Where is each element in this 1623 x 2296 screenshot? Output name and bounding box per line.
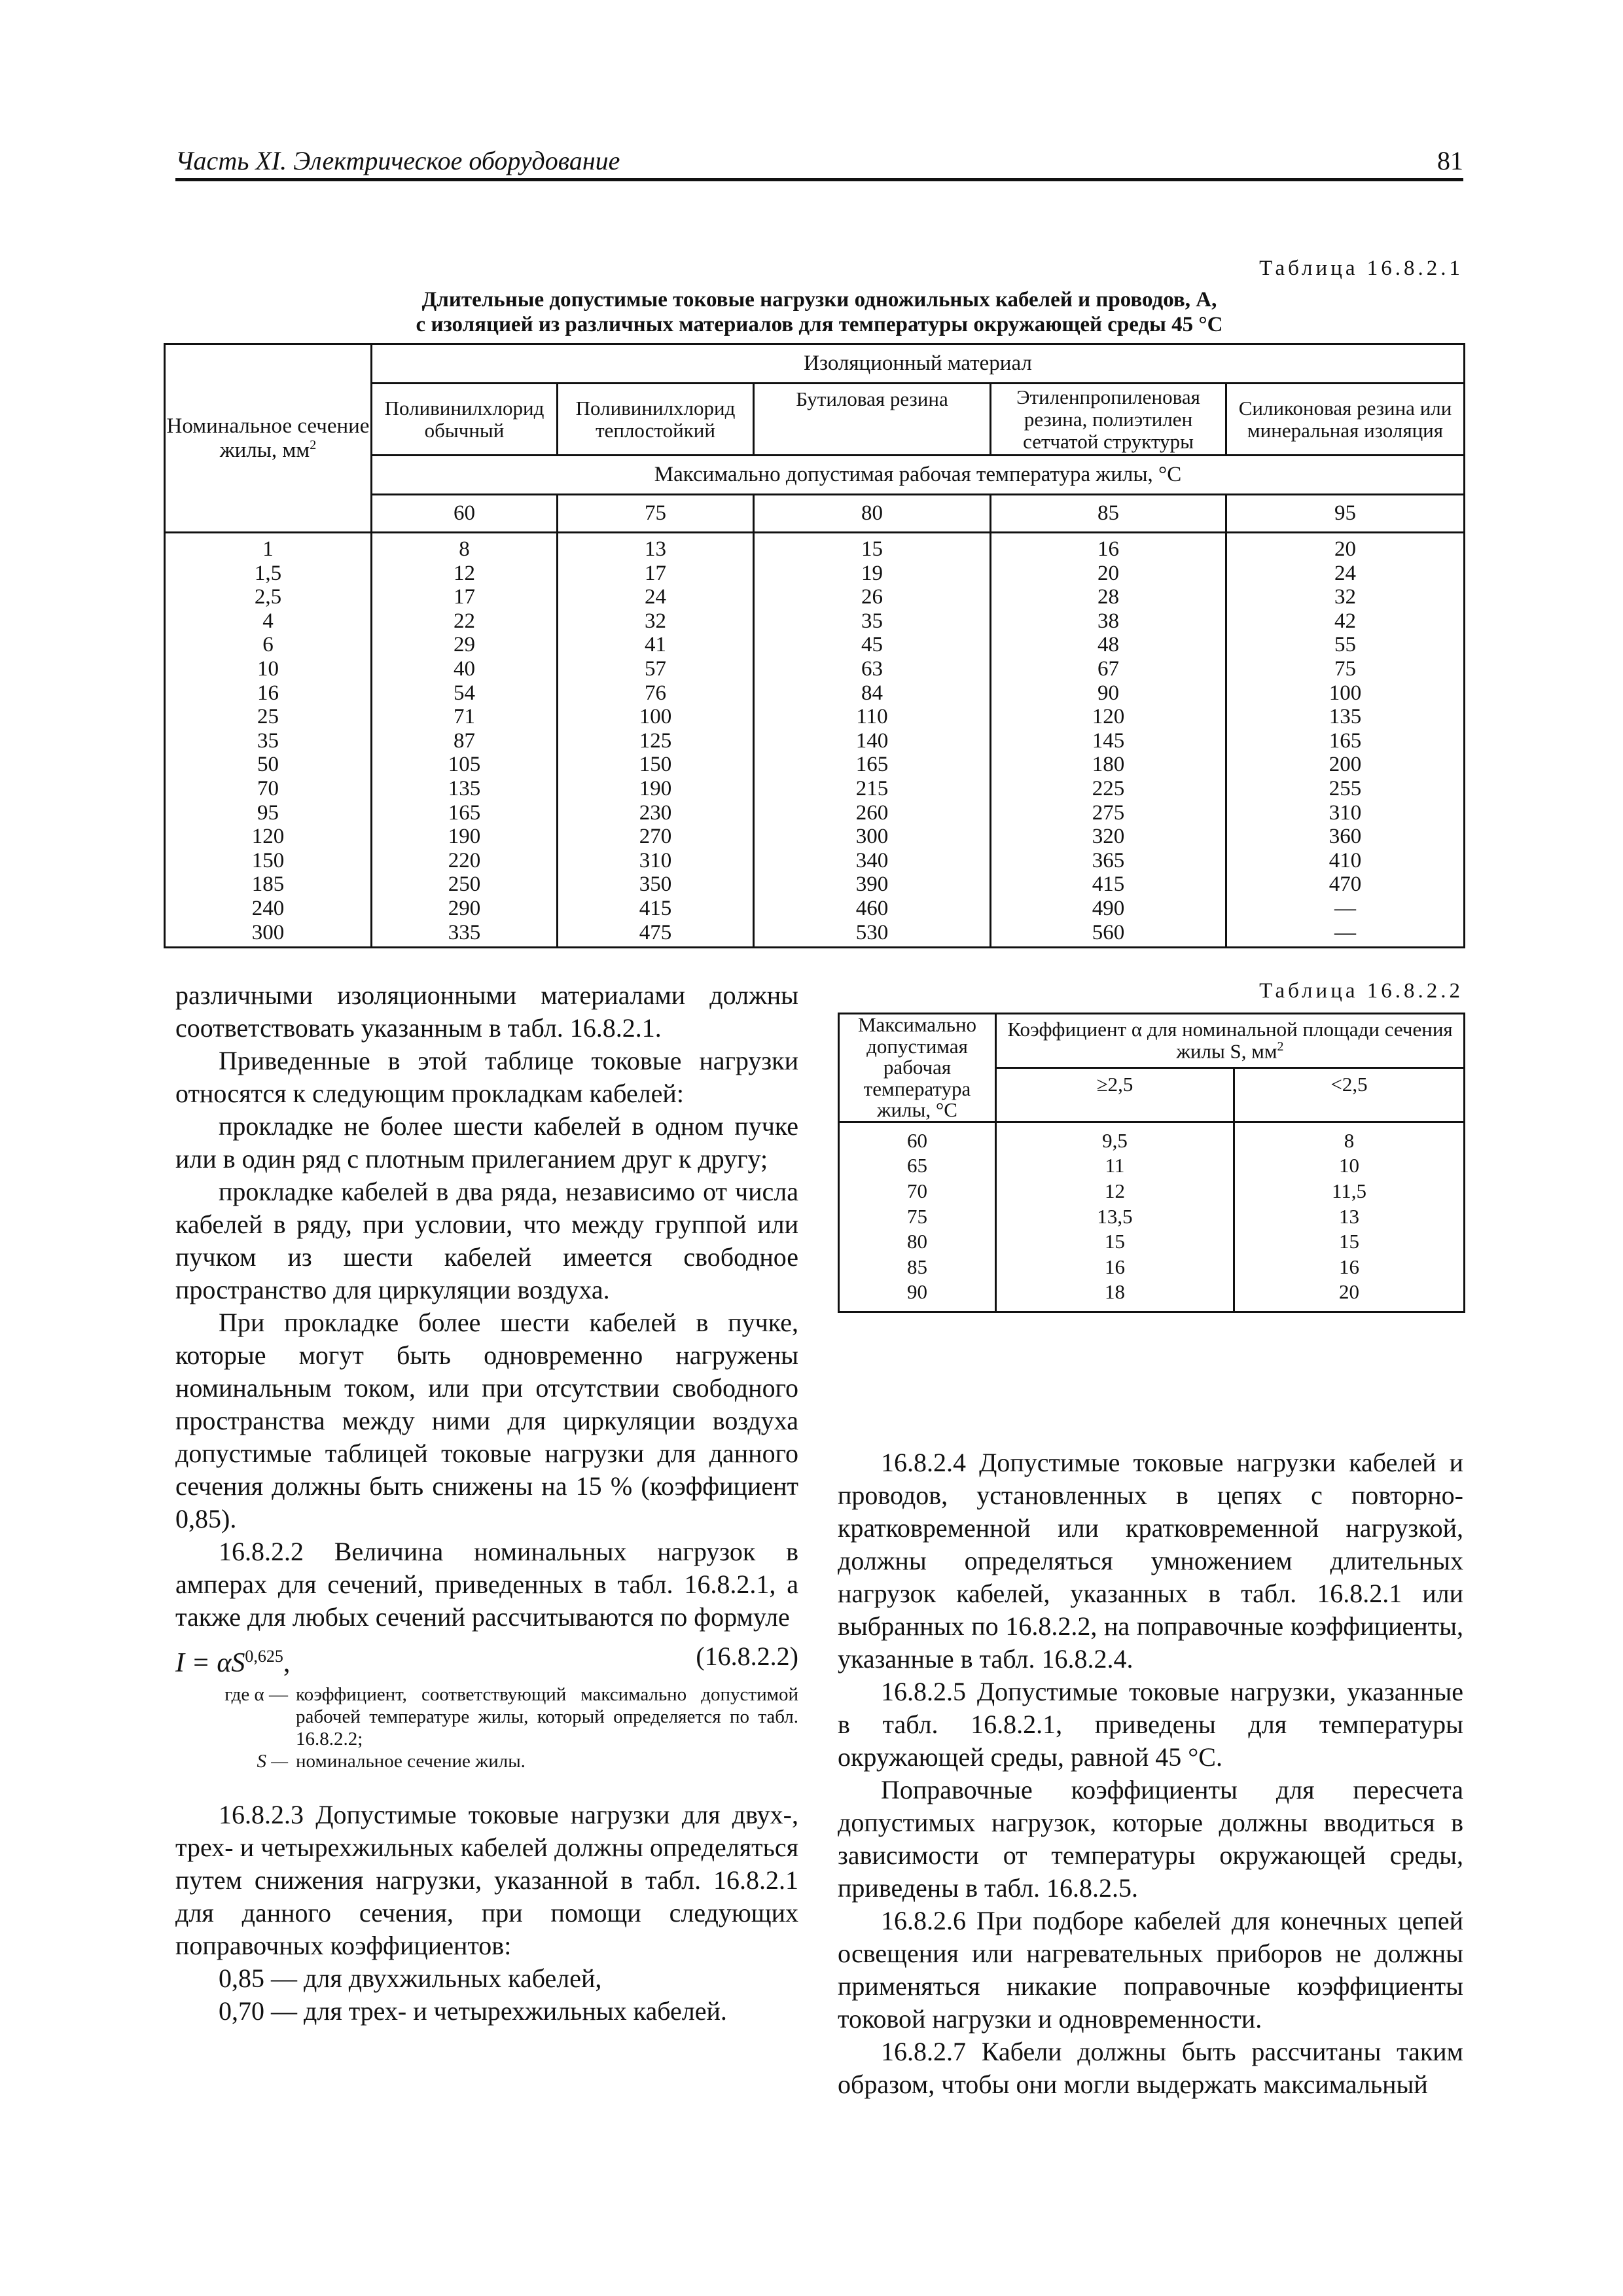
table-cell-value: 90 [1097,681,1119,705]
table-cell-value: 65 [907,1154,927,1177]
table-cell-value: 11 [1105,1154,1125,1177]
table1-label: Таблица 16.8.2.1 [1259,257,1463,280]
table-cell-value: 310 [639,848,672,872]
table-cell-value: 50 [257,753,279,777]
table-cell-value: 28 [1097,585,1119,609]
table2-subheader-lt: <2,5 [1234,1067,1465,1122]
table-cell-value: 8 [459,537,470,561]
table-cell-value: 250 [448,872,481,897]
table-cell-value: 350 [639,872,672,897]
table-cell-value: 85 [907,1255,927,1278]
table-cell-value: 40 [454,656,475,681]
right-column [838,1446,1463,2101]
table1-col-pvc [372,533,558,948]
table-cell-value: 560 [1092,920,1125,944]
table-cell-value: 10 [1339,1154,1359,1177]
table2-temp-header: Максимально допустимая рабочая температура жилы, °С [839,1014,996,1122]
table-cell-value: 110 [856,705,888,729]
table1-col-pvc-heat [558,533,754,948]
table-cell-value: 26 [861,585,883,609]
formula-number: (16.8.2.2) [696,1641,798,1671]
table-cell-value: 255 [1329,776,1362,800]
table-cell-value: 75 [1334,656,1357,681]
table1-col-section [165,533,372,948]
table-cell-value: 22 [454,609,475,633]
table-cell-value: 10 [257,656,279,681]
table-cell-value: 120 [1092,705,1125,729]
legend-key-alpha: где α — [224,1684,288,1705]
table-cell-value: 24 [645,585,666,609]
table-cell-value: 290 [448,896,481,920]
table1-material-2: Поливинилхлорид теплостойкий [558,384,754,456]
table1-col-silicone [1226,533,1465,948]
table-cell-value: 13 [645,537,666,561]
table-cell-value: 120 [251,825,285,849]
table-cell-value: 17 [645,561,666,585]
table1-col-epr [991,533,1226,948]
table-cell-value: 15 [1339,1230,1359,1253]
table-cell-value: 35 [257,728,279,753]
table-cell-value: 135 [448,776,481,800]
table-cell-value: 125 [639,728,672,753]
table-cell-value: 470 [1329,872,1362,897]
table-cell-value: 76 [645,681,666,705]
table-cell-value: 16 [1105,1255,1125,1278]
header-rule [175,178,1463,181]
table-cell-value: 32 [645,609,666,633]
table-cell-value: 475 [639,920,672,944]
formula-exponent: 0,625 [245,1647,283,1666]
paragraph: 16.8.2.3 Допустимые токовые нагрузки для двух-, трех- и четырехжильных кабелей должны определяться путем снижения нагрузки, указанной в табл. 16.8.2.1 для данного сечения, при помощи следующих поправочных коэффициентов: [175,1800,798,1960]
table-cell-value: 200 [1329,753,1362,777]
table2-col-temp [839,1122,996,1312]
table1 [164,343,1465,948]
table-cell-value: 310 [1329,800,1362,825]
table1-temp-4: 85 [991,495,1226,533]
table-cell-value: 275 [1092,800,1125,825]
table2 [838,1013,1465,1313]
table-cell-value: 20 [1334,537,1357,561]
table1-temp-1: 60 [372,495,558,533]
table-cell-value: 100 [639,705,672,729]
table-cell-value: 45 [861,633,883,657]
table-cell-value: 190 [448,825,481,849]
table-cell-value: 185 [251,872,285,897]
table-cell-value: 63 [861,656,883,681]
table1-material-4: Этиленпропиленовая резина, полиэтилен сетчатой структуры [991,384,1226,456]
paragraph: прокладке кабелей в два ряда, независимо от числа кабелей в ряду, при условии, что между группой или пучком из шести кабелей имеется свободное пространство для циркуляции воздуха. [175,1177,798,1304]
table-cell-value: 410 [1329,848,1362,872]
table-cell-value: 13,5 [1097,1204,1133,1228]
paragraph: 16.8.2.4 Допустимые токовые нагрузки кабелей и проводов, установленных в цепях с повторно-кратковременной или кратковременной нагрузкой, должны определяться умножением длительных нагрузок кабелей, указанных в табл. 16.8.2.1 или выбранных по 16.8.2.2, на поправочные коэффициенты, указанные в табл. 16.8.2.4. [838,1448,1463,1674]
paragraph: При прокладке более шести кабелей в пучке, которые могут быть одновременно нагружены номинальным током, или при отсутствии свободного пространства между ними для циркуляции воздуха допустимые таблицей токовые нагрузки для данного сечения должны быть снижены на 15 % (коэффициент 0,85). [175,1308,798,1534]
table-cell-value: 42 [1334,609,1357,633]
table-cell-value: 16 [1097,537,1119,561]
table-cell-value: 415 [1092,872,1125,897]
table-cell-value: 12 [454,561,475,585]
table-cell-value: 16 [257,681,279,705]
table-cell-value: 220 [448,848,481,872]
table-cell-value: 530 [855,920,889,944]
table-cell-value: 13 [1339,1204,1359,1228]
table-cell-value: 100 [1329,681,1362,705]
legend-key-s: S — [257,1751,288,1772]
table-cell-value: 11,5 [1331,1179,1367,1202]
table-cell-value: 300 [251,920,285,944]
paragraph: 0,85 — для двухжильных кабелей, [219,1964,602,1993]
table2-label: Таблица 16.8.2.2 [1259,979,1463,1003]
table-cell-value: 215 [855,776,889,800]
table-cell-value: 240 [251,896,285,920]
table-cell-value: 165 [448,800,481,825]
table-cell-value: 70 [257,776,279,800]
table-cell-value: 55 [1334,633,1357,657]
paragraph: 16.8.2.5 Допустимые токовые нагрузки, указанные в табл. 16.8.2.1, приведены для температуры окружающей среды, равной 45 °С. [838,1677,1463,1772]
table-cell-value: 32 [1334,585,1357,609]
table1-temp-2: 75 [558,495,754,533]
table1-caption-line2: с изоляцией из различных материалов для температуры окружающей среды 45 °С [416,313,1223,336]
paragraph: прокладке не более шести кабелей в одном пучке или в один ряд с плотным прилеганием друг к другу; [175,1111,798,1174]
table-cell-value: 35 [861,609,883,633]
table-cell-value: 150 [639,753,672,777]
table-cell-value: 1,5 [254,561,282,585]
table-cell-value: 87 [454,728,475,753]
table-cell-value: 460 [855,896,889,920]
table-cell-value: 57 [645,656,666,681]
paragraph: различными изоляционными материалами должны соответствовать указанным в табл. 16.8.2.1. [175,980,798,1043]
table-cell-value: 180 [1092,753,1125,777]
table-cell-value: 135 [1329,705,1362,729]
table-cell-value: 20 [1339,1280,1359,1304]
table-cell-value: 8 [1344,1128,1355,1152]
table-cell-value: 320 [1092,825,1125,849]
table-cell-value: 165 [1329,728,1362,753]
running-title: Часть XI. Электрическое оборудование [175,146,620,175]
table-cell-value: 225 [1092,776,1125,800]
table1-temp-3: 80 [754,495,991,533]
table-cell-value: 90 [907,1280,927,1304]
table2-col-lt [1234,1122,1465,1312]
table-cell-value: 84 [861,681,883,705]
page-header [175,145,1463,182]
table-cell-value: 300 [855,825,889,849]
page-number: 81 [1437,146,1463,175]
table-cell-value: 145 [1092,728,1125,753]
table-cell-value: 490 [1092,896,1125,920]
table-cell-value: 15 [1105,1230,1125,1253]
table-cell-value: — [1334,896,1357,920]
table-cell-value: 75 [907,1204,927,1228]
paragraph: 16.8.2.6 При подборе кабелей для конечных цепей освещения или нагревательных приборов не должны применяться никакие поправочные коэффициенты токовой нагрузки и одновременности. [838,1906,1463,2034]
table-cell-value: 15 [861,537,883,561]
table1-row-header: Номинальное сечение жилы, $мм^2$ [165,344,372,533]
table-cell-value: 1 [262,537,274,561]
paragraph: 16.8.2.2 Величина номинальных нагрузок в амперах для сечений, приведенных в табл. 16.8.2.1, а также для любых сечений рассчитываются по формуле [175,1537,798,1632]
paragraph: Приведенные в этой таблице токовые нагрузки относятся к следующим прокладкам кабелей: [175,1046,798,1108]
table-cell-value: 270 [639,825,672,849]
table2-col-ge [996,1122,1234,1312]
legend-text-s: номинальное сечение жилы. [296,1751,526,1772]
formula: I = αS$^{0,625}$, (16.8.2.2) [175,1641,798,1678]
table-cell-value: 60 [907,1128,927,1152]
table-cell-value: 67 [1097,656,1119,681]
table-cell-value: 165 [855,753,889,777]
table-cell-value: 360 [1329,825,1362,849]
table-cell-value: 17 [454,585,475,609]
table1-material-5: Силиконовая резина или минеральная изоляция [1226,384,1465,456]
table-cell-value: 260 [855,800,889,825]
paragraph: Поправочные коэффициенты для пересчета допустимых нагрузок, которые должны вводиться в зависимости от температуры окружающей среды, приведены в табл. 16.8.2.5. [838,1775,1463,1903]
table1-col-butyl [754,533,991,948]
table-cell-value: 390 [855,872,889,897]
table-cell-value: 105 [448,753,481,777]
table-cell-value: 54 [454,681,475,705]
table-cell-value: 340 [855,848,889,872]
table-cell-value: 190 [639,776,672,800]
table-cell-value: 4 [262,609,274,633]
table-cell-value: 12 [1105,1179,1125,1202]
table-cell-value: 38 [1097,609,1119,633]
table-cell-value: 41 [645,633,666,657]
paragraph: 0,70 — для трех- и четырехжильных кабелей. [219,1996,727,2026]
table2-subheader-ge: ≥2,5 [996,1067,1234,1122]
table-cell-value: 20 [1097,561,1119,585]
table-cell-value: 24 [1334,561,1357,585]
left-column [175,979,798,2028]
table-cell-value: 48 [1097,633,1119,657]
table-cell-value: 71 [454,705,475,729]
table-cell-value: 95 [257,800,279,825]
legend-text-alpha: коэффициент, соответствующий максимально допустимой рабочей температуре жилы, который определяется по табл. 16.8.2.2; [296,1684,798,1749]
table-cell-value: 150 [251,848,285,872]
table1-caption-line1: Длительные допустимые токовые нагрузки одножильных кабелей и проводов, А, [421,288,1217,312]
table2-coef-header: Коэффициент α для номинальной площади сечения жилы S, $мм^2$ [996,1014,1465,1068]
formula-legend [175,1683,798,1772]
table1-material-3: Бутиловая резина [754,384,991,456]
table-cell-value: 415 [639,896,672,920]
table-cell-value: 18 [1105,1280,1125,1304]
table-cell-value: 335 [448,920,481,944]
table-cell-value: 25 [257,705,279,729]
table-cell-value: 2,5 [254,585,282,609]
table-cell-value: 230 [639,800,672,825]
table1-temp-header: Максимально допустимая рабочая температура жилы, °С [372,456,1465,495]
table-cell-value: 6 [262,633,274,657]
table-cell-value: 16 [1339,1255,1359,1278]
paragraph: 16.8.2.7 Кабели должны быть рассчитаны таким образом, чтобы они могли выдержать максимальный [838,2037,1463,2099]
table-cell-value: — [1334,920,1357,944]
table-cell-value: 80 [907,1230,927,1253]
table-cell-value: 70 [907,1179,927,1202]
table-cell-value: 29 [454,633,475,657]
table1-material-1: Поливинилхлорид обычный [372,384,558,456]
table-cell-value: 9,5 [1102,1128,1128,1152]
table1-group-header: Изоляционный материал [372,344,1465,384]
table-cell-value: 365 [1092,848,1125,872]
formula-lhs: I = αS [175,1648,245,1678]
table1-temp-5: 95 [1226,495,1465,533]
table-cell-value: 140 [855,728,889,753]
table-cell-value: 19 [861,561,883,585]
